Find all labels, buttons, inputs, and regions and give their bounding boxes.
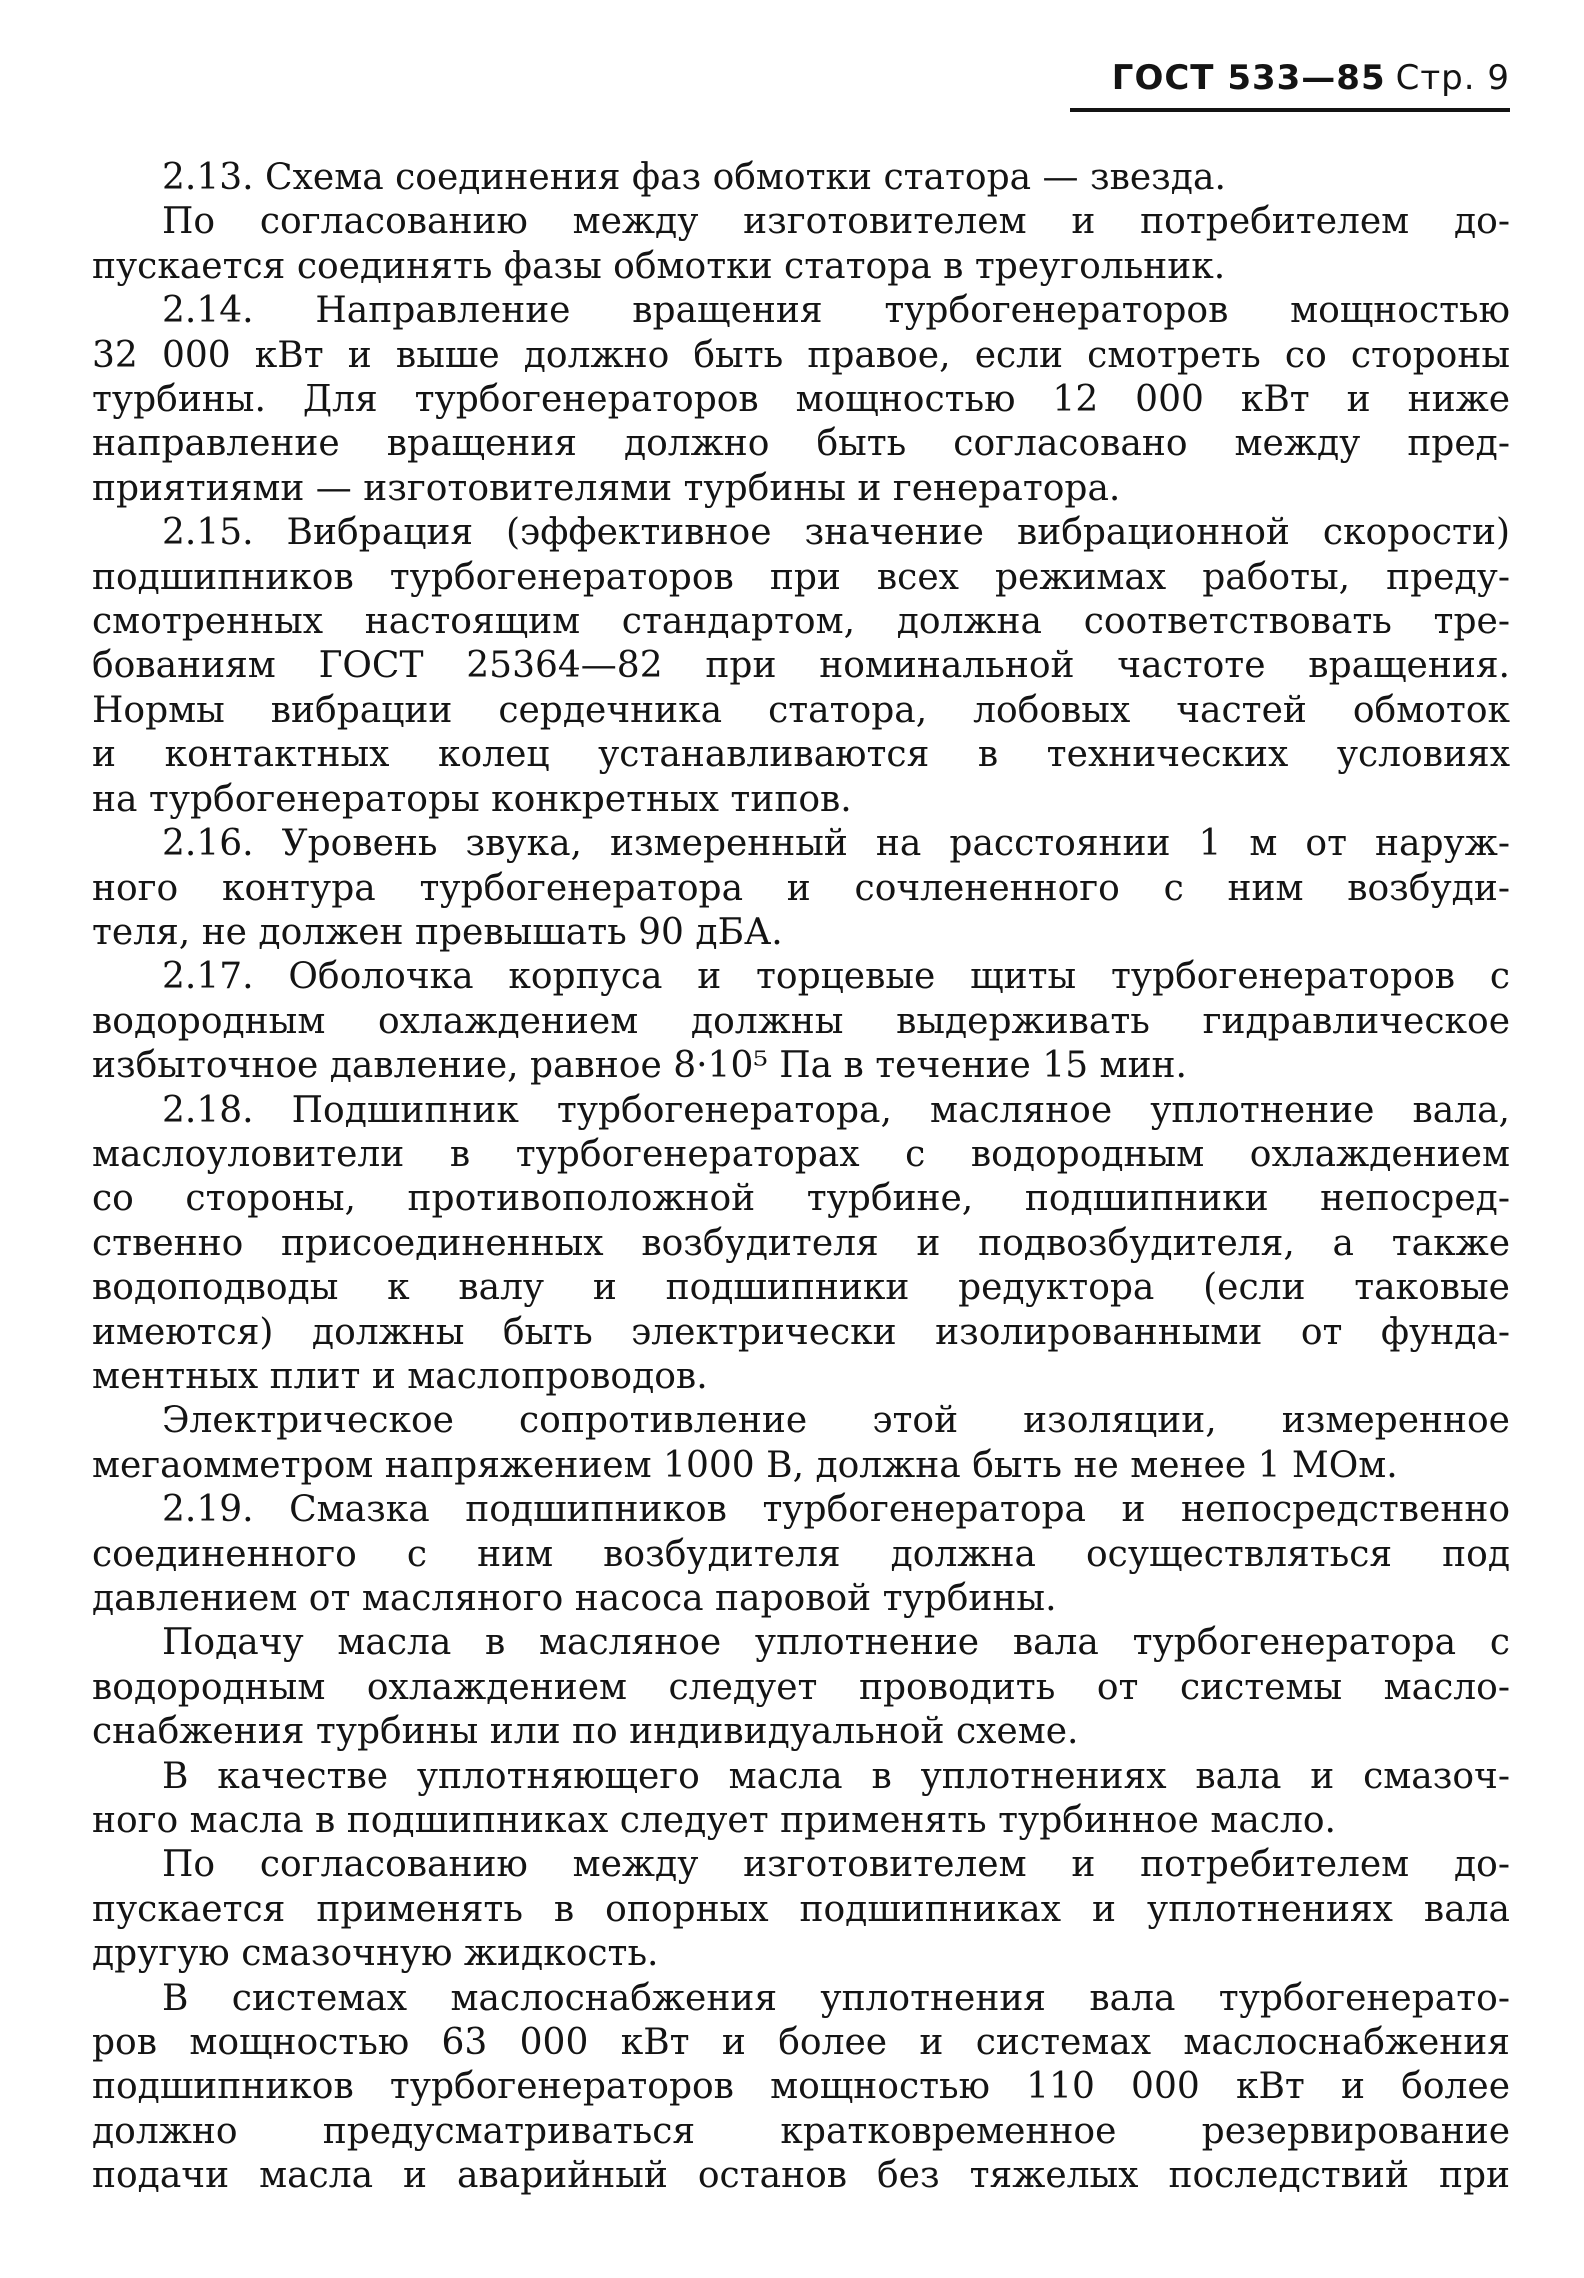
paragraph: [92, 955, 1510, 1088]
text-line: давлением от масляного насоса паровой турбины.: [92, 1578, 1057, 1619]
text-line: пускается применять в опорных подшипниках и уплотнениях вала: [92, 1888, 1510, 1930]
text-line: В системах маслоснабжения уплотнения вала турбогенерато-: [162, 1977, 1510, 2019]
document-body: [92, 156, 1510, 2199]
text-line: должно предусматриваться кратковременное резервирование: [92, 2110, 1510, 2152]
text-line: турбины. Для турбогенераторов мощностью 12 000 кВт и ниже: [92, 379, 1510, 421]
text-line: 2.13. Схема соединения фаз обмотки статора — звезда.: [162, 157, 1226, 198]
standard-number: ГОСТ 533—85: [1111, 58, 1386, 98]
header-rule: [1070, 108, 1510, 112]
page-number: Стр. 9: [1395, 58, 1510, 98]
text-line: пускается соединять фазы обмотки статора в треугольник.: [92, 245, 1226, 287]
text-line: 2.19. Смазка подшипников турбогенератора и непосредственно: [162, 1489, 1510, 1531]
text-line: В качестве уплотняющего масла в уплотнениях вала и смазоч-: [162, 1755, 1510, 1797]
text-line: По согласованию между изготовителем и потребителем до-: [162, 201, 1510, 243]
text-line: снабжения турбины или по индивидуальной схеме.: [92, 1711, 1079, 1753]
text-line: подшипников турбогенераторов при всех режимах работы, преду-: [92, 556, 1510, 598]
text-line: 2.14. Направление вращения турбогенераторов мощностью: [162, 290, 1510, 332]
text-line: теля, не должен превышать 90 дБА.: [92, 911, 783, 953]
text-line: избыточное давление, равное 8·10⁵ Па в течение 15 мин.: [92, 1045, 1187, 1087]
text-line: водоподводы к валу и подшипники редуктора (если таковые: [92, 1267, 1510, 1309]
text-line: По согласованию между изготовителем и потребителем до-: [162, 1844, 1510, 1886]
text-line: на турбогенераторы конкретных типов.: [92, 778, 852, 820]
text-line: водородным охлаждением должны выдерживать гидравлическое: [92, 1000, 1510, 1042]
text-line: Электрическое сопротивление этой изоляции, измеренное: [162, 1400, 1510, 1442]
paragraph: [92, 822, 1510, 955]
text-line: приятиями — изготовителями турбины и генератора.: [92, 467, 1121, 509]
text-line: имеются) должны быть электрически изолированными от фунда-: [92, 1311, 1510, 1353]
text-line: подачи масла и аварийный останов без тяжелых последствий при: [92, 2155, 1510, 2197]
text-line: 2.18. Подшипник турбогенератора, масляное уплотнение вала,: [162, 1089, 1510, 1131]
paragraph: [92, 1399, 1510, 1488]
text-line: смотренных настоящим стандартом, должна соответствовать тре-: [92, 601, 1510, 643]
text-line: ного контура турбогенератора и сочлененного с ним возбуди-: [92, 867, 1510, 909]
paragraph: [92, 1488, 1510, 1621]
text-line: ственно присоединенных возбудителя и подвозбудителя, а также: [92, 1222, 1510, 1264]
text-line: подшипников турбогенераторов мощностью 110 000 кВт и более: [92, 2066, 1510, 2108]
paragraph: [92, 200, 1510, 289]
header-text: [1112, 58, 1510, 98]
text-line: другую смазочную жидкость.: [92, 1933, 659, 1975]
text-line: маслоуловители в турбогенераторах с водородным охлаждением: [92, 1133, 1510, 1175]
text-line: водородным охлаждением следует проводить от системы масло-: [92, 1666, 1510, 1708]
text-line: ментных плит и маслопроводов.: [92, 1355, 708, 1397]
text-line: ров мощностью 63 000 кВт и более и системах маслоснабжения: [92, 2022, 1510, 2064]
paragraph: [92, 511, 1510, 822]
text-line: со стороны, противоположной турбине, подшипники непосред-: [92, 1178, 1510, 1220]
paragraph: [92, 289, 1510, 511]
text-line: и контактных колец устанавливаются в технических условиях: [92, 734, 1510, 776]
text-line: 32 000 кВт и выше должно быть правое, если смотреть со стороны: [92, 334, 1510, 376]
text-line: ного масла в подшипниках следует применять турбинное масло.: [92, 1800, 1336, 1842]
text-line: соединенного с ним возбудителя должна осуществляться под: [92, 1533, 1510, 1575]
paragraph: [92, 1977, 1510, 2199]
paragraph: [92, 1621, 1510, 1754]
text-line: Подачу масла в масляное уплотнение вала турбогенератора с: [162, 1622, 1510, 1664]
text-line: бованиям ГОСТ 25364—82 при номинальной частоте вращения.: [92, 645, 1510, 687]
text-line: Нормы вибрации сердечника статора, лобовых частей обмоток: [92, 689, 1510, 731]
paragraph: [92, 1843, 1510, 1976]
page-header: [1070, 58, 1510, 118]
paragraph: [92, 1755, 1510, 1844]
paragraph: [92, 1089, 1510, 1400]
text-line: 2.17. Оболочка корпуса и торцевые щиты турбогенераторов с: [162, 956, 1510, 998]
paragraph: [92, 156, 1510, 200]
text-line: мегаомметром напряжением 1000 В, должна быть не менее 1 МОм.: [92, 1444, 1398, 1486]
text-line: 2.15. Вибрация (эффективное значение вибрационной скорости): [162, 512, 1510, 554]
text-line: направление вращения должно быть согласовано между пред-: [92, 423, 1510, 465]
text-line: 2.16. Уровень звука, измеренный на расстоянии 1 м от наруж-: [162, 823, 1510, 865]
